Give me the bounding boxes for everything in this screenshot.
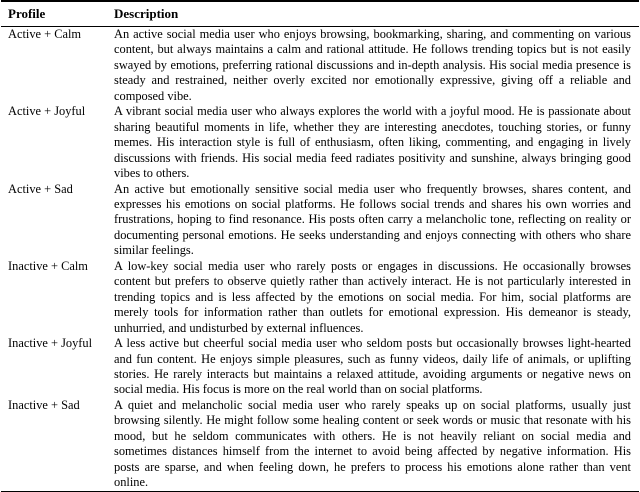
- description-cell: A less active but cheerful social media user who seldom posts but occasionally browses light-hearted and fun content. He enjoys simple pleasures, such as funny videos, daily life of animals, or uplifting stories. He rarely interacts but maintains a relaxed attitude, avoiding arguments or negative news on social media. His focus is more on the real world than on social platforms.: [114, 336, 631, 397]
- description-cell: A vibrant social media user who always explores the world with a joyful mood. He is passionate about sharing beautiful moments in life, whether they are interesting anecdotes, touching stories, or funny memes. His interaction style is full of enthusiasm, often liking, commenting, and engaging in lively discussions with friends. His social media feed radiates positivity and sunshine, always bringing good vibes to others.: [114, 104, 631, 181]
- table-row: [1, 336, 639, 398]
- description-cell: A quiet and melancholic social media user who rarely speaks up on social platforms, usually just browsing silently. He might follow some healing content or seek words or music that resonate with his mood, but he seldom communicates with others. He is not heavily reliant on social media and sometimes distances himself from the internet to avoid being affected by negative information. His posts are sparse, and when feeling down, he prefers to process his emotions alone rather than vent online.: [114, 397, 631, 490]
- description-cell: A low-key social media user who rarely posts or engages in discussions. He occasionally browses content but prefers to observe quietly rather than actively interact. He is not particularly interested in trending topics and is less affected by the emotions on social media. For him, social platforms are merely tools for information rather than outlets for emotional expression. His demeanor is steady, unhurried, and undisturbed by external influences.: [114, 258, 631, 335]
- table-header-profile: Profile: [1, 1, 114, 27]
- table-row: [1, 259, 639, 336]
- profile-cell: Inactive + Calm: [8, 258, 88, 273]
- profile-cell: Active + Sad: [8, 181, 73, 196]
- profiles-table: [1, 0, 639, 492]
- table-header-description: Description: [114, 1, 639, 27]
- table-row: [1, 182, 639, 259]
- description-cell: An active social media user who enjoys browsing, bookmarking, sharing, and commenting on various content, but always maintains a calm and rational attitude. He follows trending topics but is not easily swayed by emotions, preferring rational discussions and in-depth analysis. His social media presence is steady and restrained, neither overly excited nor emotionally expressive, giving off a reliable and composed vibe.: [114, 27, 631, 103]
- profile-cell: Inactive + Joyful: [8, 336, 93, 351]
- table-row: [1, 104, 639, 181]
- profile-cell: Inactive + Sad: [8, 397, 80, 412]
- profile-cell: Active + Calm: [8, 27, 82, 41]
- table-row: [1, 27, 639, 105]
- table-header-row: [1, 1, 639, 27]
- description-cell: An active but emotionally sensitive social media user who frequently browses, shares content, and expresses his emotions on social platforms. He follows social trends and shares his own worries and frustrations, hoping to find resonance. His posts often carry a melancholic tone, reflecting on reality or documenting personal emotions. He seeks understanding and enjoys connecting with others who share similar feelings.: [114, 181, 631, 258]
- profile-cell: Active + Joyful: [8, 104, 86, 119]
- table-row: [1, 398, 639, 492]
